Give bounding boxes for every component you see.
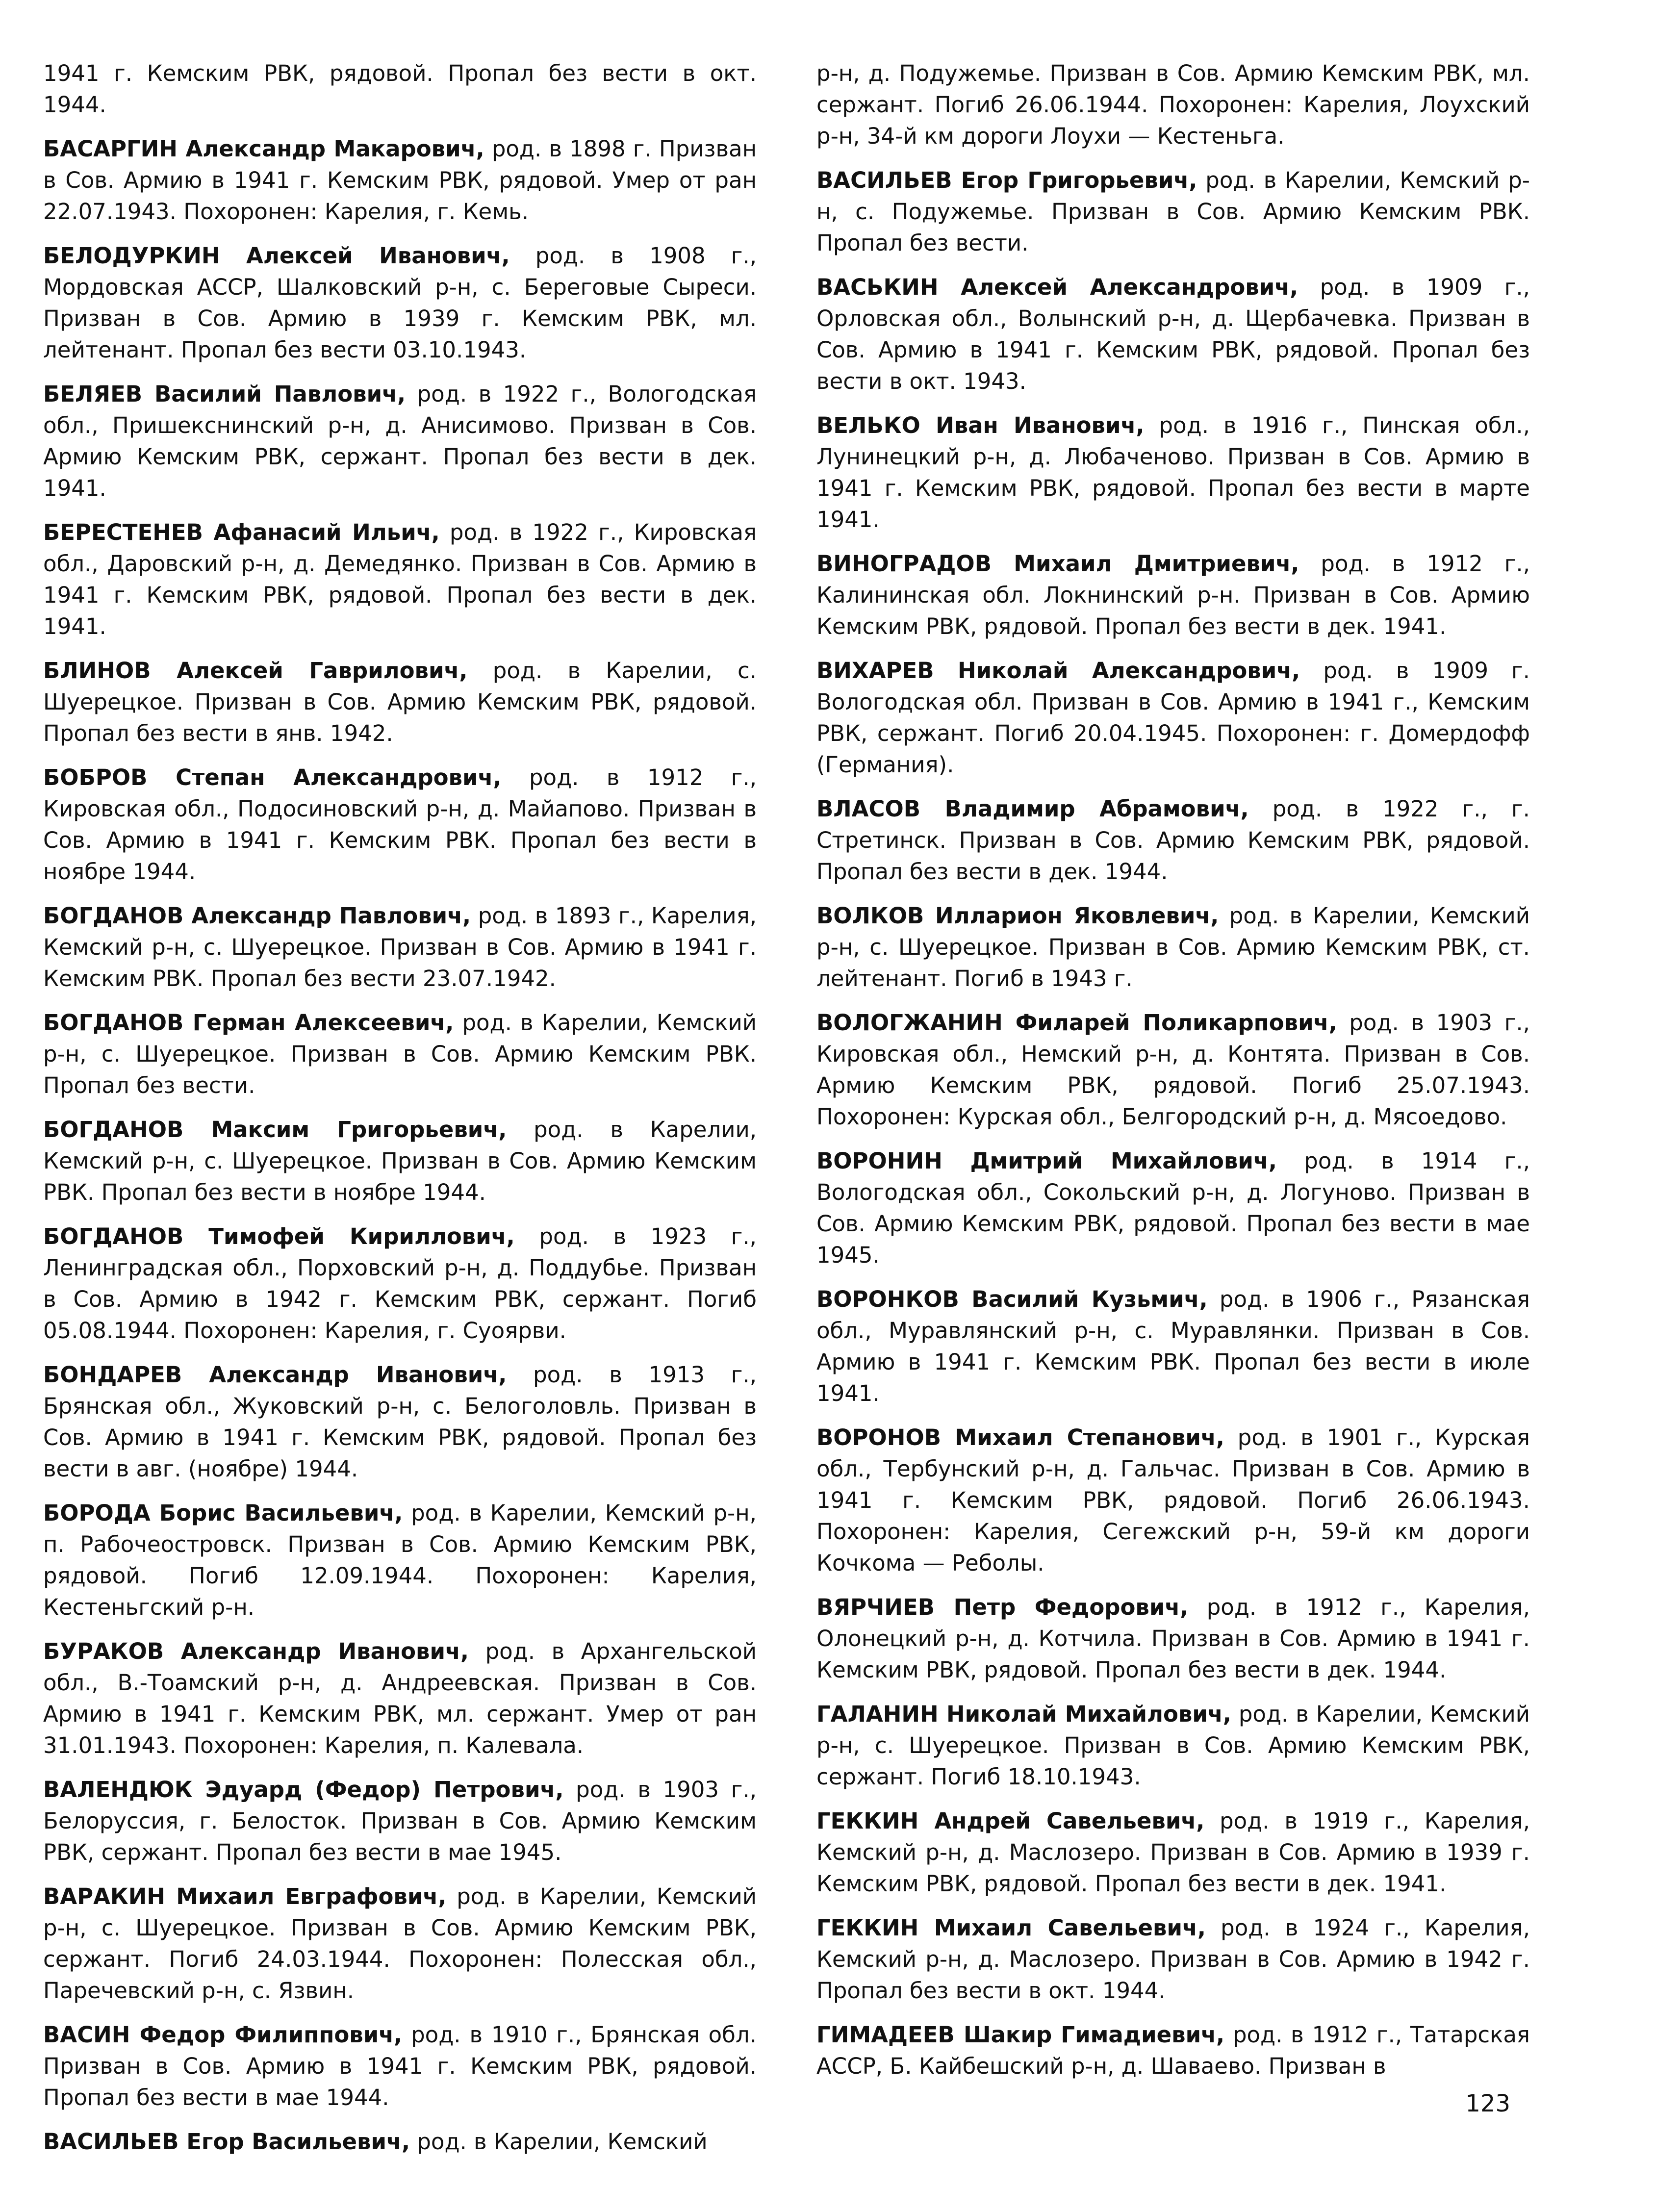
- entry-text: род. в Карелии, Кемский р-н, с. Шуерецкое. Призван в Сов. Армию Кемским РВК. Пропал без вести в ноябре 1944.: [43, 1117, 757, 1205]
- entry: [43, 1007, 757, 1101]
- entry-name: ВОРОНОВ Михаил Степанович,: [816, 1424, 1224, 1450]
- entry-text: род. в 1912 г., Татарская АССР, Б. Кайбешский р-н, д. Шаваево. Призван в: [816, 2022, 1530, 2079]
- entry-text: род. в 1922 г., Вологодская обл., Пришекснинский р-н, д. Анисимово. Призван в Сов. Армию Кемским РВК, сержант. Пропал без вести в дек. 1941.: [43, 381, 757, 501]
- entry-text: род. в 1908 г., Мордовская АССР, Шалковский р-н, с. Береговые Сыреси. Призван в Сов. Армию в 1939 г. Кемским РВК, мл. лейтенант. Пропал без вести 03.10.1943.: [43, 243, 757, 363]
- entry: [816, 272, 1530, 397]
- entry-name: ВОЛОГЖАНИН Филарей Поликарпович,: [816, 1010, 1337, 1036]
- entry-name: БУРАКОВ Александр Иванович,: [43, 1638, 469, 1664]
- entry-name: ГИМАДЕЕВ Шакир Гимадиевич,: [816, 2022, 1225, 2048]
- entry-name: ВОРОНИН Дмитрий Михайлович,: [816, 1148, 1277, 1174]
- entry-text: род. в 1901 г., Курская обл., Тербунский р-н, д. Гальчас. Призван в Сов. Армию в 1941 г. Кемским РВК, рядовой. Погиб 26.06.1943. Похоронен: Карелия, Сегежский р-н, 59-й км дороги Кочкома — Реболы.: [816, 1424, 1530, 1576]
- entry: [43, 2126, 757, 2158]
- entry: [816, 1592, 1530, 1686]
- entry-text: род. в 1913 г., Брянская обл., Жуковский р-н, с. Белоголовль. Призван в Сов. Армию в 1941 г. Кемским РВК, рядовой. Пропал без вести в авг. (ноябре) 1944.: [43, 1362, 757, 1482]
- entry-text: род. в 1924 г., Карелия, Кемский р-н, д. Маслозеро. Призван в Сов. Армию в 1942 г. Пропал без вести в окт. 1944.: [816, 1915, 1530, 2004]
- entry-text: род. в 1922 г., г. Стретинск. Призван в Сов. Армию Кемским РВК, рядовой. Пропал без вести в дек. 1944.: [816, 796, 1530, 885]
- entry-name: ВАЛЕНДЮК Эдуард (Федор) Петрович,: [43, 1777, 564, 1803]
- entry: [43, 58, 757, 121]
- entry: [816, 1145, 1530, 1271]
- entry-text: род. в 1922 г., Кировская обл., Даровский р-н, д. Демедянко. Призван в Сов. Армию в 1941 г. Кемским РВК, рядовой. Пропал без вести в дек. 1941.: [43, 519, 757, 639]
- entry-text: род. в 1912 г., Кировская обл., Подосиновский р-н, д. Майапово. Призван в Сов. Армию в 1941 г. Кемским РВК. Пропал без вести в ноябре 1944.: [43, 764, 757, 885]
- entry-name: БЕЛЯЕВ Василий Павлович,: [43, 381, 406, 407]
- entry-text: род. в Карелии, Кемский р-н, п. Рабочеостровск. Призван в Сов. Армию Кемским РВК, рядовой. Погиб 12.09.1944. Похоронен: Карелия, Кестеньгский р-н.: [43, 1500, 757, 1620]
- entry-text: род. в 1916 г., Пинская обл., Лунинецкий р-н, д. Любаченово. Призван в Сов. Армию в 1941 г. Кемским РВК, рядовой. Пропал без вести в марте 1941.: [816, 412, 1530, 533]
- entry: [816, 1805, 1530, 1900]
- entry: [816, 410, 1530, 535]
- entry-name: БОГДАНОВ Герман Алексеевич,: [43, 1010, 454, 1036]
- entry: [43, 1636, 757, 1761]
- entry: [43, 655, 757, 749]
- entry-name: ГАЛАНИН Николай Михайлович,: [816, 1701, 1231, 1727]
- entry-name: БЕЛОДУРКИН Алексей Иванович,: [43, 243, 510, 269]
- entry-name: ВОЛКОВ Илларион Яковлевич,: [816, 903, 1219, 929]
- entry-name: БОГДАНОВ Тимофей Кириллович,: [43, 1223, 515, 1249]
- entry-name: БОГДАНОВ Александр Павлович,: [43, 903, 471, 929]
- entry: [43, 379, 757, 504]
- entry: [816, 1912, 1530, 2007]
- entry-text: род. в Карелии, Кемский р-н, с. Шуерецкое. Призван в Сов. Армию Кемским РВК, сержант. Погиб 24.03.1944. Похоронен: Полесская обл., Паречевский р-н, с. Язвин.: [43, 1883, 757, 2004]
- entry-text: род. в 1912 г., Калининская обл. Локнинский р-н. Призван в Сов. Армию Кемским РВК, рядовой. Пропал без вести в дек. 1941.: [816, 551, 1530, 639]
- entry: [816, 1007, 1530, 1133]
- entry-text: род. в 1923 г., Ленинградская обл., Порховский р-н, д. Поддубье. Призван в Сов. Армию в 1942 г. Кемским РВК, сержант. Погиб 05.08.1944. Похоронен: Карелия, г. Суоярви.: [43, 1223, 757, 1344]
- entry-text: род. в Карелии, Кемский р-н, с. Шуерецкое. Призван в Сов. Армию Кемским РВК, сержант. Погиб 18.10.1943.: [816, 1701, 1530, 1790]
- entry-name: ВАРАКИН Михаил Евграфович,: [43, 1883, 447, 1909]
- entry: [816, 165, 1530, 259]
- entry: [816, 2019, 1530, 2082]
- entry-name: ВОРОНКОВ Василий Кузьмич,: [816, 1286, 1208, 1312]
- entry-name: ВЯРЧИЕВ Петр Федорович,: [816, 1594, 1189, 1620]
- entry: [816, 1699, 1530, 1793]
- entry-text: род. в Карелии, Кемский р-н, с. Подужемье. Призван в Сов. Армию Кемским РВК. Пропал без вести.: [816, 167, 1530, 256]
- entry-name: БОНДАРЕВ Александр Иванович,: [43, 1362, 507, 1388]
- entry: [816, 655, 1530, 781]
- entry-name: БАСАРГИН Александр Макарович,: [43, 136, 484, 162]
- right-column: [816, 58, 1530, 2095]
- entry: [43, 1221, 757, 1347]
- entry: [43, 240, 757, 366]
- entry-name: ВИНОГРАДОВ Михаил Дмитриевич,: [816, 551, 1299, 577]
- entry: [43, 1881, 757, 2007]
- entry-text: 1941 г. Кемским РВК, рядовой. Пропал без вести в окт. 1944.: [43, 60, 757, 118]
- entry: [43, 762, 757, 888]
- entry-name: ГЕККИН Андрей Савельевич,: [816, 1808, 1205, 1834]
- left-column: [43, 58, 757, 2170]
- entry: [816, 58, 1530, 152]
- entry-text: род. в 1909 г. Вологодская обл. Призван в Сов. Армию в 1941 г., Кемским РВК, сержант. Погиб 20.04.1945. Похоронен: г. Домердофф (Германия).: [816, 658, 1530, 778]
- entry-text: род. в 1903 г., Белоруссия, г. Белосток. Призван в Сов. Армию Кемским РВК, сержант. Пропал без вести в мае 1945.: [43, 1777, 757, 1865]
- entry-text: род. в Карелии, Кемский р-н, с. Шуерецкое. Призван в Сов. Армию Кемским РВК. Пропал без вести.: [43, 1010, 757, 1098]
- entry-name: БОРОДА Борис Васильевич,: [43, 1500, 403, 1526]
- entry: [43, 133, 757, 228]
- entry-text: род. в 1903 г., Кировская обл., Немский р-н, д. Контята. Призван в Сов. Армию Кемским РВК, рядовой. Погиб 25.07.1943. Похоронен: Курская обл., Белгородский р-н, д. Мясоедово.: [816, 1010, 1530, 1130]
- entry-name: ВИХАРЕВ Николай Александрович,: [816, 658, 1300, 684]
- entry-name: ВАСИЛЬЕВ Егор Григорьевич,: [816, 167, 1197, 193]
- entry-text: род. в Карелии, с. Шуерецкое. Призван в Сов. Армию Кемским РВК, рядовой. Пропал без вести в янв. 1942.: [43, 658, 757, 746]
- entry: [43, 900, 757, 994]
- entry-name: ВАСЬКИН Алексей Александрович,: [816, 274, 1299, 300]
- entry-name: БОГДАНОВ Максим Григорьевич,: [43, 1117, 507, 1143]
- entry-name: БОБРОВ Степан Александрович,: [43, 764, 502, 790]
- entry-text: род. в Архангельской обл., В.-Тоамский р-н, д. Андреевская. Призван в Сов. Армию в 1941 г. Кемским РВК, мл. сержант. Умер от ран 31.01.1943. Похоронен: Карелия, п. Калевала.: [43, 1638, 757, 1758]
- entry-name: ВЛАСОВ Владимир Абрамович,: [816, 796, 1249, 822]
- entry-text: род. в Карелии, Кемский: [410, 2129, 708, 2155]
- entry: [43, 2019, 757, 2113]
- entry: [816, 1422, 1530, 1579]
- entry: [43, 1359, 757, 1485]
- entry-text: род. в 1898 г. Призван в Сов. Армию в 1941 г. Кемским РВК, рядовой. Умер от ран 22.07.1943. Похоронен: Карелия, г. Кемь.: [43, 136, 757, 225]
- entry: [43, 1774, 757, 1868]
- entry: [43, 1114, 757, 1208]
- entry-text: род. в 1906 г., Рязанская обл., Муравлянский р-н, с. Муравлянки. Призван в Сов. Армию в 1941 г. Кемским РВК. Пропал без вести в июле 1941.: [816, 1286, 1530, 1406]
- entry: [43, 517, 757, 642]
- entry-name: ГЕККИН Михаил Савельевич,: [816, 1915, 1206, 1941]
- entry-text: род. в 1912 г., Карелия, Олонецкий р-н, д. Котчила. Призван в Сов. Армию в 1941 г. Кемским РВК, рядовой. Пропал без вести в дек. 1944.: [816, 1594, 1530, 1683]
- entry-text: род. в Карелии, Кемский р-н, с. Шуерецкое. Призван в Сов. Армию Кемским РВК, ст. лейтенант. Погиб в 1943 г.: [816, 903, 1530, 992]
- entry-name: ВАСИЛЬЕВ Егор Васильевич,: [43, 2129, 410, 2155]
- entry-name: ВАСИН Федор Филиппович,: [43, 2022, 403, 2048]
- entry-name: БЛИНОВ Алексей Гаврилович,: [43, 658, 468, 684]
- entry: [816, 1284, 1530, 1409]
- entry: [816, 793, 1530, 888]
- entry: [816, 548, 1530, 642]
- entry-text: род. в 1919 г., Карелия, Кемский р-н, д. Маслозеро. Призван в Сов. Армию в 1939 г. Кемским РВК, рядовой. Пропал без вести в дек. 1941.: [816, 1808, 1530, 1897]
- entry-name: БЕРЕСТЕНЕВ Афанасий Ильич,: [43, 519, 440, 545]
- entry-text: род. в 1893 г., Карелия, Кемский р-н, с. Шуерецкое. Призван в Сов. Армию в 1941 г. Кемским РВК. Пропал без вести 23.07.1942.: [43, 903, 757, 992]
- page-number: 123: [1465, 2090, 1510, 2117]
- entry: [43, 1498, 757, 1623]
- entry-text: р-н, д. Подужемье. Призван в Сов. Армию Кемским РВК, мл. сержант. Погиб 26.06.1944. Похоронен: Карелия, Лоухский р-н, 34-й км дороги Лоухи — Кестеньга.: [816, 60, 1530, 149]
- entry-text: род. в 1910 г., Брянская обл. Призван в Сов. Армию в 1941 г. Кемским РВК, рядовой. Пропал без вести в мае 1944.: [43, 2022, 757, 2110]
- entry-text: род. в 1914 г., Вологодская обл., Сокольский р-н, д. Логуново. Призван в Сов. Армию Кемским РВК, рядовой. Пропал без вести в мае 1945.: [816, 1148, 1530, 1268]
- entry-name: ВЕЛЬКО Иван Иванович,: [816, 412, 1145, 438]
- entry-text: род. в 1909 г., Орловская обл., Волынский р-н, д. Щербачевка. Призван в Сов. Армию в 1941 г. Кемским РВК, рядовой. Пропал без вести в окт. 1943.: [816, 274, 1530, 394]
- entry: [816, 900, 1530, 994]
